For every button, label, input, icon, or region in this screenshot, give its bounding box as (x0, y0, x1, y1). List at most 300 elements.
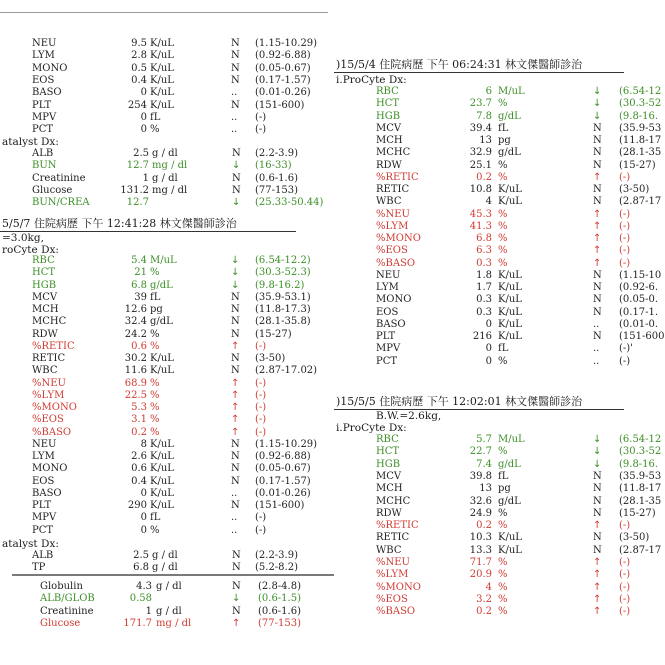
test-name: %RETIC (376, 171, 419, 183)
reference-range: (1.15-10.29) (255, 438, 318, 450)
lab-row--baso (334, 606, 665, 618)
test-value: 0.4 (131, 475, 147, 487)
test-name: NEU (32, 438, 57, 450)
test-flag: N (231, 74, 240, 86)
test-value: 0.4 (131, 74, 147, 86)
test-unit: g/dL (498, 458, 521, 470)
test-name: TP (32, 562, 46, 574)
reference-range: (35.9-53 (619, 470, 662, 482)
lab-row-retic (0, 353, 334, 365)
reference-range: (0.92-6.88) (255, 451, 311, 462)
test-flag: N (593, 135, 602, 146)
test-value: 12.7 (126, 160, 149, 172)
lab-row-pct (0, 124, 334, 136)
test-unit: M/uL (150, 255, 177, 266)
lab-row-mch (0, 304, 334, 316)
test-flag: N (593, 196, 602, 208)
test-value: 6.8 (131, 279, 147, 291)
test-unit: fL (150, 512, 161, 524)
test-unit: g / dl (152, 148, 178, 159)
reference-range: (0.17-1.57) (255, 74, 311, 86)
test-name: MCH (376, 483, 403, 495)
test-name: BUN/CREA (32, 197, 90, 209)
test-value: 131.2 (120, 184, 149, 196)
test-value: 0.6 (131, 340, 147, 352)
lab-panel-left-bottom (0, 577, 334, 665)
reference-range: (28.1-35 (619, 147, 662, 159)
lab-row-alb (0, 550, 334, 562)
reference-range: (-) (255, 377, 267, 389)
reference-range: (35.9-53.1) (255, 291, 311, 303)
reference-range: (-) (619, 257, 631, 269)
lab-panel-left-mid (0, 212, 334, 574)
test-value: 7.4 (476, 458, 492, 470)
test-unit: % (498, 606, 508, 618)
lab-row-mchc (334, 496, 665, 508)
lab-row-baso (334, 319, 665, 331)
test-flag: .. (231, 87, 238, 99)
test-unit: pg (498, 483, 511, 495)
test-name: %EOS (376, 593, 408, 605)
reference-range: (0.05-0.67) (255, 463, 311, 475)
test-value: 39.4 (469, 122, 492, 134)
test-flag: ↑ (231, 426, 240, 438)
test-name: MPV (376, 343, 401, 355)
test-value: 0 (140, 87, 147, 99)
test-flag: .. (231, 512, 238, 524)
test-value: 0.2 (476, 171, 492, 183)
lab-row-hct (0, 267, 334, 279)
test-flag: ↓ (593, 434, 602, 445)
record-header: 5/5/7 住院病歷 下午 12:41:28 林文傑醫師診治 (2, 217, 237, 230)
test-name: NEU (32, 38, 57, 49)
test-unit: K/uL (150, 99, 174, 111)
test-flag: ↑ (593, 581, 602, 593)
test-value: 41.3 (469, 220, 492, 232)
test-value: 39 (134, 291, 147, 303)
reference-range: (1.15-10.29) (255, 38, 318, 49)
test-unit: K/uL (498, 294, 522, 306)
lab-row--lym (334, 569, 665, 581)
test-unit: fL (150, 111, 161, 123)
catalyst-header: atalyst Dx: (2, 136, 59, 148)
test-unit: K/uL (498, 184, 522, 195)
test-unit: % (150, 389, 160, 401)
reference-range: (25.33-50.44) (255, 197, 324, 209)
test-flag: N (593, 495, 602, 507)
test-name: RBC (376, 86, 399, 97)
lab-row-bun-crea (0, 197, 334, 209)
lab-row-plt (0, 100, 334, 112)
test-unit: g / dl (156, 605, 182, 617)
test-name: EOS (376, 306, 399, 318)
test-unit: K/uL (498, 196, 522, 208)
reference-range: (15-27) (619, 507, 656, 519)
lab-row-mcv (334, 471, 665, 483)
test-name: PCT (376, 355, 398, 367)
test-value: 11.6 (124, 365, 147, 377)
test-unit: K/uL (150, 38, 174, 49)
reference-range: (77-153) (258, 618, 301, 630)
test-flag: .. (231, 487, 238, 499)
test-flag: ↑ (593, 233, 602, 244)
lab-row--mono (334, 582, 665, 594)
panel-separator (12, 574, 334, 576)
reference-range: (2.87-17 (619, 196, 662, 208)
test-value: 8 (140, 438, 147, 450)
test-flag: N (231, 438, 240, 450)
test-unit: % (150, 340, 160, 352)
lab-row--neu (334, 209, 665, 221)
reference-range: (-) (619, 171, 631, 183)
test-value: 6.8 (133, 562, 149, 574)
test-value: 0 (485, 343, 492, 355)
test-value: 24.2 (124, 328, 147, 340)
reference-range: (9.8-16. (619, 110, 659, 122)
test-name: ALB (32, 550, 54, 561)
test-name: %LYM (376, 220, 409, 232)
lab-panel-right-bottom (334, 392, 665, 632)
test-name: WBC (376, 544, 402, 556)
test-value: 5.4 (131, 255, 147, 266)
test-name: %MONO (376, 581, 421, 593)
lab-row-eos (0, 476, 334, 488)
procyte-header: i.ProCyte Dx: (336, 74, 407, 86)
test-name: HCT (376, 98, 400, 110)
lab-row-mch (334, 483, 665, 495)
test-value: 30.2 (124, 353, 147, 364)
test-value: 68.9 (124, 377, 147, 389)
test-flag: N (231, 62, 240, 74)
test-name: EOS (32, 475, 55, 487)
test-name: %MONO (376, 233, 421, 244)
test-value: 0.2 (476, 606, 492, 618)
test-name: MCHC (32, 316, 67, 328)
test-value: 3.1 (131, 414, 147, 426)
lab-row-rbc (334, 434, 665, 446)
record-header: )15/5/4 住院病歷 下午 06:24:31 林文傑醫師診治 (336, 58, 583, 71)
test-value: 0.3 (476, 306, 492, 318)
test-flag: N (593, 331, 602, 342)
lab-row-rdw (334, 508, 665, 520)
lab-row-mpv (0, 112, 334, 124)
reference-range: (9.8-16. (619, 458, 659, 470)
lab-row-hgb (334, 459, 665, 471)
test-value: 0 (140, 111, 147, 123)
test-flag: N (593, 532, 602, 544)
lab-row-rdw (334, 160, 665, 172)
test-unit: % (498, 355, 508, 367)
lab-row-eos (334, 307, 665, 319)
test-name: MONO (32, 463, 68, 475)
reference-range: (28.1-35 (619, 495, 662, 507)
test-unit: K/uL (150, 463, 174, 475)
lab-row-alb-glob (0, 593, 334, 605)
lab-row-plt (334, 331, 665, 343)
test-value: 32.6 (469, 495, 492, 507)
test-value: 2.5 (133, 148, 149, 159)
test-unit: M/uL (498, 86, 525, 97)
test-flag: ↑ (231, 377, 240, 389)
test-flag: N (231, 463, 240, 475)
reference-range: (-) (619, 593, 631, 605)
test-unit: g / dl (152, 172, 178, 184)
test-value: 25.1 (469, 159, 492, 171)
test-flag: N (231, 353, 240, 364)
test-flag: ↑ (231, 340, 240, 352)
lab-row-mpv (0, 512, 334, 524)
test-unit: % (498, 593, 508, 605)
test-value: 45.3 (469, 208, 492, 220)
lab-row-retic (334, 532, 665, 544)
test-name: MCH (32, 304, 59, 315)
reference-range: (6.54-12 (619, 434, 662, 445)
lab-row-hct (334, 446, 665, 458)
lab-row--baso (0, 427, 334, 439)
test-unit: g/dL (498, 495, 521, 507)
reference-range: (0.17-1.57) (255, 475, 311, 487)
test-name: PCT (32, 524, 54, 536)
test-value: 216 (472, 331, 492, 342)
reference-range: (-) (619, 208, 631, 220)
test-value: 13.3 (469, 544, 492, 556)
test-unit: K/uL (150, 365, 174, 377)
reference-range: (11.8-17.3) (255, 304, 311, 315)
test-name: HGB (376, 458, 401, 470)
test-flag: ↑ (593, 245, 602, 257)
test-value: 0.6 (131, 463, 147, 475)
test-name: MONO (376, 294, 412, 306)
test-flag: N (231, 99, 240, 111)
test-flag: ↓ (593, 86, 602, 97)
test-name: Glucose (40, 618, 81, 630)
test-flag: ↓ (231, 255, 240, 266)
test-value: 0 (140, 512, 147, 524)
lab-row-plt (0, 500, 334, 512)
test-flag: N (232, 550, 241, 561)
test-flag: N (593, 269, 602, 281)
lab-row-neu (334, 270, 665, 282)
lab-row-wbc (334, 545, 665, 557)
test-value: 4 (485, 581, 492, 593)
reference-range: (0.05-0. (619, 294, 659, 306)
reference-range: (1.15-10 (619, 269, 662, 281)
test-flag: N (593, 184, 602, 195)
test-flag: ↑ (593, 593, 602, 605)
lab-row--eos (0, 414, 334, 426)
reference-range: (15-27) (619, 159, 656, 171)
test-name: BASO (32, 487, 62, 499)
test-value: 0.5 (131, 62, 147, 74)
test-unit: % (150, 524, 160, 536)
lab-row--eos (334, 245, 665, 257)
test-unit: pg (150, 304, 163, 315)
test-unit: % (498, 581, 508, 593)
test-value: 0 (140, 124, 147, 136)
reference-range: (0.05-0.67) (255, 62, 311, 74)
test-name: MCV (32, 291, 58, 303)
reference-range: (3-50) (619, 532, 650, 544)
test-name: RETIC (376, 184, 410, 195)
test-name: HGB (32, 279, 57, 291)
test-name: ALB (32, 148, 54, 159)
test-flag: ↑ (232, 618, 241, 630)
test-value: 0 (485, 318, 492, 330)
test-unit: % (498, 520, 508, 532)
body-weight: =3.0kg, (2, 232, 44, 244)
test-name: HGB (376, 110, 401, 122)
test-unit: K/uL (498, 331, 522, 342)
test-unit: % (498, 245, 508, 257)
reference-range: (2.8-4.8) (258, 581, 301, 592)
reference-range: (-) (619, 557, 631, 568)
test-unit: K/uL (498, 306, 522, 318)
test-value: 22.5 (124, 389, 147, 401)
test-flag: N (232, 172, 241, 184)
test-flag: N (231, 451, 240, 462)
reference-range: (6.54-12.2) (255, 255, 311, 266)
test-value: 171.7 (123, 618, 152, 630)
test-unit: K/uL (150, 451, 174, 462)
lab-row-mono (334, 294, 665, 306)
reference-range: (16-33) (255, 160, 292, 172)
test-value: 0.3 (476, 257, 492, 269)
test-value: 1 (142, 172, 149, 184)
test-value: 12.6 (124, 304, 147, 315)
reference-range: (30.3-52 (619, 98, 662, 110)
test-name: %BASO (376, 257, 416, 269)
test-name: EOS (32, 74, 55, 86)
lab-row-wbc (334, 196, 665, 208)
lab-row-bun (0, 160, 334, 172)
reference-range: (77-153) (255, 184, 298, 196)
test-unit: g / dl (152, 550, 178, 561)
test-value: 32.4 (124, 316, 147, 328)
test-name: MPV (32, 111, 57, 123)
test-name: %RETIC (32, 340, 75, 352)
test-name: HCT (32, 267, 56, 279)
test-unit: mg / dl (152, 184, 188, 196)
reference-range: (11.8-17 (619, 135, 662, 146)
test-unit: % (150, 414, 160, 426)
reference-range: (-) (619, 569, 631, 581)
lab-panel-left-top (0, 0, 334, 212)
lab-row--neu (0, 378, 334, 390)
reference-range: (0.17-1. (619, 306, 659, 318)
test-value: 3.2 (476, 593, 492, 605)
test-value: 10.3 (469, 532, 492, 544)
test-unit: % (498, 257, 508, 269)
test-unit: K/uL (150, 87, 174, 99)
test-name: RBC (32, 255, 55, 266)
test-flag: .. (593, 318, 600, 330)
test-flag: ↑ (231, 402, 240, 413)
test-unit: % (150, 328, 160, 340)
lab-row-globulin (0, 581, 334, 593)
lab-row-mpv (334, 343, 665, 355)
reference-range: (-) (255, 414, 267, 426)
test-unit: K/uL (150, 438, 174, 450)
test-flag: ↓ (231, 267, 240, 279)
reference-range: (-) (619, 233, 631, 244)
test-value: 24.9 (469, 507, 492, 519)
test-unit: K/uL (150, 50, 174, 62)
test-unit: pg (498, 135, 511, 146)
lab-row-mcv (0, 292, 334, 304)
test-flag: ↑ (593, 557, 602, 568)
test-unit: % (498, 159, 508, 171)
lab-row-tp (0, 562, 334, 574)
reference-range: (-) (255, 111, 267, 123)
lab-row--retic (0, 341, 334, 353)
lab-panel-right-top (334, 54, 665, 388)
reference-range: (151-600) (255, 99, 305, 111)
test-unit: K/uL (150, 487, 174, 499)
reference-range: (-) (255, 124, 267, 136)
lab-row-pct (0, 525, 334, 537)
test-unit: fL (150, 291, 161, 303)
test-name: MCHC (376, 147, 411, 159)
test-flag: N (593, 282, 602, 293)
test-unit: % (498, 446, 508, 458)
test-name: MPV (32, 512, 57, 524)
reference-range: (3-50) (619, 184, 650, 195)
test-name: PCT (32, 124, 54, 136)
test-unit: g/dL (150, 316, 173, 328)
test-unit: % (150, 402, 160, 413)
lab-row-hct (334, 98, 665, 110)
test-name: WBC (376, 196, 402, 208)
test-unit: g/dL (498, 110, 521, 122)
lab-row-creatinine (0, 606, 334, 618)
lab-row--retic (334, 520, 665, 532)
test-flag: N (232, 148, 241, 159)
test-flag: ↑ (593, 208, 602, 220)
test-name: RBC (376, 434, 399, 445)
test-unit: K/uL (150, 475, 174, 487)
test-flag: N (231, 304, 240, 315)
lab-row-retic (334, 184, 665, 196)
test-flag: ↑ (593, 220, 602, 232)
test-value: 20.9 (469, 569, 492, 581)
test-value: 0.2 (476, 520, 492, 532)
test-name: PLT (32, 99, 52, 111)
test-name: %BASO (376, 606, 416, 618)
reference-range: (-) (619, 245, 631, 257)
test-name: %NEU (376, 557, 410, 568)
test-value: 4 (485, 196, 492, 208)
reference-range: (5.2-8.2) (255, 562, 298, 574)
test-unit: % (150, 267, 160, 279)
lab-row-glucose (0, 618, 334, 630)
test-value: 0 (140, 487, 147, 499)
test-flag: N (231, 316, 240, 328)
reference-range: (30.3-52 (619, 446, 662, 458)
test-unit: g/dL (150, 279, 173, 291)
lab-row-rbc (334, 86, 665, 98)
reference-range: (-) (619, 355, 631, 367)
test-flag: ↓ (231, 279, 240, 291)
lab-row-mchc (0, 316, 334, 328)
reference-range: (-) (255, 524, 267, 536)
test-value: 2.5 (133, 550, 149, 561)
test-value: 6.8 (476, 233, 492, 244)
test-flag: N (231, 365, 240, 377)
lab-row-mchc (334, 147, 665, 159)
test-flag: ↓ (593, 458, 602, 470)
test-flag: N (593, 147, 602, 159)
test-name: RDW (376, 159, 402, 171)
